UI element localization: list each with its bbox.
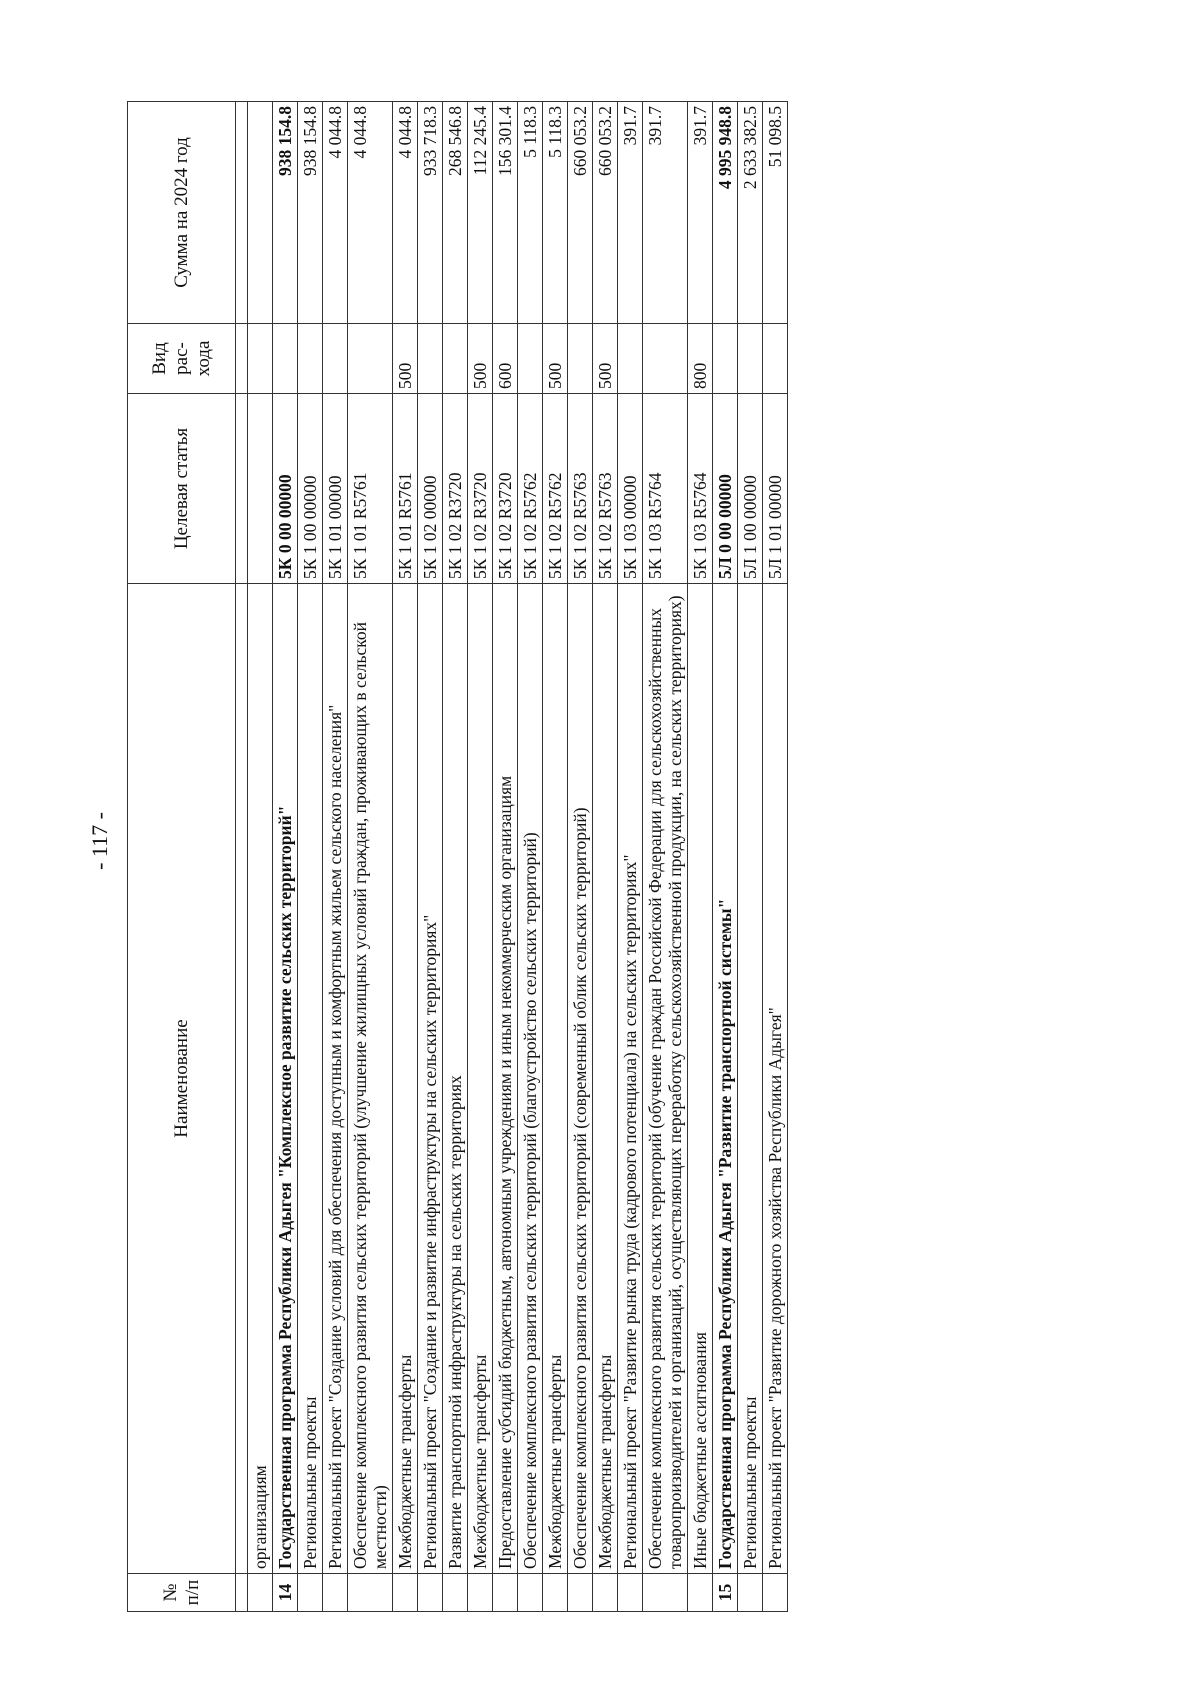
cell-num xyxy=(348,1574,393,1612)
cell-num xyxy=(618,1574,643,1612)
cell-type xyxy=(738,324,763,394)
cell-sum: 5 118.3 xyxy=(518,102,543,324)
budget-table xyxy=(127,101,788,1612)
table-row xyxy=(593,102,618,1612)
cell-code: 5К 1 02 R5762 xyxy=(543,394,568,584)
table-row xyxy=(236,102,248,1612)
header-num: № п/п xyxy=(128,1574,236,1612)
cell-sum: 268 546.8 xyxy=(443,102,468,324)
cell-type xyxy=(418,324,443,394)
cell-type xyxy=(763,324,788,394)
cell-code: 5К 1 03 R5764 xyxy=(688,394,713,584)
cell-num xyxy=(236,1574,248,1612)
table-row xyxy=(443,102,468,1612)
table-header-row xyxy=(128,102,236,1612)
table-row xyxy=(273,102,298,1612)
table-row xyxy=(738,102,763,1612)
cell-sum: 4 995 948.8 xyxy=(713,102,738,324)
cell-code: 5К 1 02 R3720 xyxy=(468,394,493,584)
cell-sum: 4 044.8 xyxy=(393,102,418,324)
table-row xyxy=(763,102,788,1612)
cell-code: 5Л 1 01 00000 xyxy=(763,394,788,584)
cell-num xyxy=(298,1574,323,1612)
cell-code: 5К 1 03 R5764 xyxy=(643,394,688,584)
cell-name: Региональный проект "Создание условий для обеспечения доступным и комфортным жильем сельского населения" xyxy=(323,584,348,1574)
cell-sum: 391.7 xyxy=(643,102,688,324)
cell-sum: 4 044.8 xyxy=(323,102,348,324)
table-row xyxy=(543,102,568,1612)
cell-code: 5К 1 02 00000 xyxy=(418,394,443,584)
page-number: - 117 - xyxy=(87,812,112,870)
cell-code: 5К 1 00 00000 xyxy=(298,394,323,584)
cell-num xyxy=(493,1574,518,1612)
cell-type: 500 xyxy=(543,324,568,394)
cell-num xyxy=(593,1574,618,1612)
cell-code: 5К 1 01 R5761 xyxy=(393,394,418,584)
cell-type xyxy=(618,324,643,394)
cell-name: Развитие транспортной инфраструктуры на сельских территориях xyxy=(443,584,468,1574)
cell-name: Обеспечение комплексного развития сельских территорий (улучшение жилищных условий граждан, проживающих в сельской местности) xyxy=(348,584,393,1574)
table-row xyxy=(348,102,393,1612)
header-name: Наименование xyxy=(128,584,236,1574)
cell-type xyxy=(323,324,348,394)
cell-sum: 933 718.3 xyxy=(418,102,443,324)
cell-sum: 660 053.2 xyxy=(593,102,618,324)
cell-num xyxy=(688,1574,713,1612)
cell-num: 14 xyxy=(273,1574,298,1612)
cell-sum: 938 154.8 xyxy=(298,102,323,324)
header-sum: Сумма на 2024 год xyxy=(128,102,236,324)
cell-type xyxy=(348,324,393,394)
cell-num xyxy=(543,1574,568,1612)
cell-sum: 660 053.2 xyxy=(568,102,593,324)
cell-sum: 4 044.8 xyxy=(348,102,393,324)
cell-name: Региональные проекты xyxy=(298,584,323,1574)
cell-code: 5К 1 02 R5762 xyxy=(518,394,543,584)
cell-num xyxy=(468,1574,493,1612)
cell-code xyxy=(248,394,273,584)
cell-sum: 938 154.8 xyxy=(273,102,298,324)
table-row xyxy=(493,102,518,1612)
cell-type xyxy=(298,324,323,394)
header-code: Целевая статья xyxy=(128,394,236,584)
cell-type: 500 xyxy=(468,324,493,394)
cell-sum: 51 098.5 xyxy=(763,102,788,324)
cell-sum: 2 633 382.5 xyxy=(738,102,763,324)
cell-name: Межбюджетные трансферты xyxy=(393,584,418,1574)
cell-type xyxy=(643,324,688,394)
table-row xyxy=(688,102,713,1612)
cell-name: Региональный проект "Развитие рынка труда (кадрового потенциала) на сельских территориях" xyxy=(618,584,643,1574)
cell-num xyxy=(568,1574,593,1612)
cell-sum: 156 301.4 xyxy=(493,102,518,324)
table-row xyxy=(568,102,593,1612)
cell-num xyxy=(763,1574,788,1612)
cell-type xyxy=(236,324,248,394)
cell-type xyxy=(273,324,298,394)
cell-type xyxy=(248,324,273,394)
cell-name: Иные бюджетные ассигнования xyxy=(688,584,713,1574)
cell-name: Государственная программа Республики Адыгея "Развитие транспортной системы" xyxy=(713,584,738,1574)
cell-name: Межбюджетные трансферты xyxy=(593,584,618,1574)
cell-sum xyxy=(248,102,273,324)
cell-code: 5К 1 02 R5763 xyxy=(568,394,593,584)
cell-name: Региональный проект "Развитие дорожного хозяйства Республики Адыгея" xyxy=(763,584,788,1574)
cell-code: 5К 1 01 R5761 xyxy=(348,394,393,584)
cell-num xyxy=(443,1574,468,1612)
cell-sum: 112 245.4 xyxy=(468,102,493,324)
table-row xyxy=(323,102,348,1612)
cell-type: 800 xyxy=(688,324,713,394)
cell-name: Региональные проекты xyxy=(738,584,763,1574)
cell-name: Обеспечение комплексного развития сельских территорий (благоустройство сельских территорий) xyxy=(518,584,543,1574)
cell-type: 500 xyxy=(393,324,418,394)
cell-name: Межбюджетные трансферты xyxy=(468,584,493,1574)
cell-name: Межбюджетные трансферты xyxy=(543,584,568,1574)
cell-name: Региональный проект "Создание и развитие инфраструктуры на сельских территориях" xyxy=(418,584,443,1574)
cell-code xyxy=(236,394,248,584)
cell-num xyxy=(518,1574,543,1612)
cell-code: 5К 1 02 R3720 xyxy=(493,394,518,584)
cell-num xyxy=(323,1574,348,1612)
cell-code: 5Л 1 00 00000 xyxy=(738,394,763,584)
cell-type: 600 xyxy=(493,324,518,394)
cell-code: 5К 1 02 R5763 xyxy=(593,394,618,584)
cell-sum: 391.7 xyxy=(688,102,713,324)
table-row xyxy=(618,102,643,1612)
cell-num xyxy=(248,1574,273,1612)
cell-name: Государственная программа Республики Адыгея "Комплексное развитие сельских территорий" xyxy=(273,584,298,1574)
cell-type xyxy=(568,324,593,394)
table-row xyxy=(468,102,493,1612)
header-type: Вид рас-хода xyxy=(128,324,236,394)
rotated-page-content xyxy=(127,102,1023,1612)
cell-name: Обеспечение комплексного развития сельских территорий (обучение граждан Российской Федерации для сельскохозяйственных товаропроизводителей и организаций, осуществляющих переработку сельскохозяйственной продукции, на сельских территориях) xyxy=(643,584,688,1574)
cell-num xyxy=(418,1574,443,1612)
table-row xyxy=(518,102,543,1612)
cell-sum xyxy=(236,102,248,324)
table-row xyxy=(393,102,418,1612)
cell-type: 500 xyxy=(593,324,618,394)
cell-type xyxy=(713,324,738,394)
cell-num xyxy=(393,1574,418,1612)
cell-name: организациям xyxy=(248,584,273,1574)
cell-code: 5К 1 02 R3720 xyxy=(443,394,468,584)
cell-name: Обеспечение комплексного развития сельских территорий (современный облик сельских территорий) xyxy=(568,584,593,1574)
cell-num xyxy=(738,1574,763,1612)
cell-code: 5К 0 00 00000 xyxy=(273,394,298,584)
table-row xyxy=(248,102,273,1612)
cell-code: 5Л 0 00 00000 xyxy=(713,394,738,584)
cell-num: 15 xyxy=(713,1574,738,1612)
cell-code: 5К 1 01 00000 xyxy=(323,394,348,584)
cell-code: 5К 1 03 00000 xyxy=(618,394,643,584)
table-row xyxy=(643,102,688,1612)
table-row xyxy=(298,102,323,1612)
cell-name xyxy=(236,584,248,1574)
cell-sum: 391.7 xyxy=(618,102,643,324)
cell-sum: 5 118.3 xyxy=(543,102,568,324)
cell-type xyxy=(518,324,543,394)
table-row xyxy=(418,102,443,1612)
cell-name: Предоставление субсидий бюджетным, автономным учреждениям и иным некоммерческим организациям xyxy=(493,584,518,1574)
cell-num xyxy=(643,1574,688,1612)
table-body xyxy=(236,102,788,1612)
table-row xyxy=(713,102,738,1612)
cell-type xyxy=(443,324,468,394)
